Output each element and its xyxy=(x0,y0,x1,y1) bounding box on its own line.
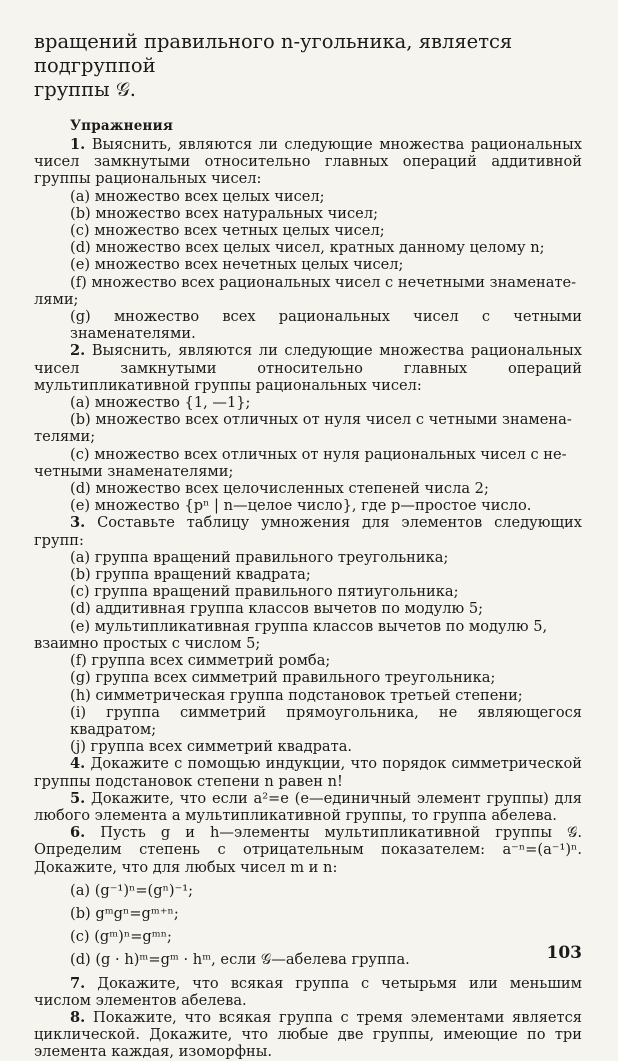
exercise-text: Составьте таблицу умножения для элементов следующих групп: xyxy=(34,514,582,549)
exercise-text: Выяснить, являются ли следующие множества рациональных чисел замкнутыми относительно главных операций мультипликативной группы рациональных чисел: xyxy=(34,342,583,394)
formula-item: (c) (gᵐ)ⁿ=gᵐⁿ; xyxy=(70,928,172,946)
list-item: (e) множество всех нечетных целых чисел; xyxy=(70,256,404,274)
list-item-continuation: телями; xyxy=(34,428,96,446)
exercise-2 xyxy=(34,342,582,394)
exercise-text: Пусть g и h—элементы мультипликативной группы 𝒢. Определим степень с отрицательным показателем: a⁻ⁿ=(a⁻¹)ⁿ. Докажите, что для любых чисел m и n: xyxy=(34,824,582,876)
list-item: (i) группа симметрий прямоугольника, не являющегося квадратом; xyxy=(70,703,582,738)
page-number: 103 xyxy=(546,943,582,963)
formula-item: (b) gᵐgⁿ=gᵐ⁺ⁿ; xyxy=(70,904,179,922)
exercise-number: 1. xyxy=(70,136,86,153)
exercise-4 xyxy=(34,755,582,789)
list-item: (c) множество всех четных целых чисел; xyxy=(70,222,385,240)
exercise-6 xyxy=(34,824,582,876)
intro-line-2: группы 𝒢. xyxy=(34,78,136,101)
list-item: (g) группа всех симметрий правильного треугольника; xyxy=(70,669,496,687)
exercise-text: Докажите, что всякая группа с четырьмя или меньшим числом элементов абелева. xyxy=(34,974,583,1009)
list-item: (c) группа вращений правильного пятиугольника; xyxy=(70,583,459,601)
list-item: (e) множество {pⁿ | n—целое число}, где p—простое число. xyxy=(70,497,532,515)
exercise-number: 5. xyxy=(70,789,86,807)
exercise-text: Докажите, что если a²=e (e—единичный элемент группы) для любого элемента a мультипликативной группы, то группа абелева. xyxy=(34,789,583,824)
list-item: (f) группа всех симметрий ромба; xyxy=(70,652,331,670)
section-heading: Упражнения xyxy=(70,118,173,134)
list-item: (a) множество {1, —1}; xyxy=(70,394,251,412)
exercise-5 xyxy=(34,790,582,824)
list-item-continuation: четными знаменателями; xyxy=(34,462,234,480)
exercise-number: 2. xyxy=(70,342,86,360)
exercise-number: 8. xyxy=(70,1008,86,1026)
list-item: (b) множество всех натуральных чисел; xyxy=(70,204,379,222)
exercise-1 xyxy=(34,136,582,188)
list-item: (b) группа вращений квадрата; xyxy=(70,566,311,584)
exercise-text: Покажите, что всякая группа с тремя элементами является циклической. Докажите, что любые две группы, имеющие по три элемента каждая, изоморфны. xyxy=(34,1008,583,1061)
list-item: (e) мультипликативная группа классов вычетов по модулю 5, xyxy=(70,617,548,635)
list-item: (d) множество всех целочисленных степеней числа 2; xyxy=(70,480,489,498)
list-item-continuation: лями; xyxy=(34,290,79,308)
exercise-list xyxy=(34,136,582,1061)
list-item: (g) множество всех рациональных чисел с четными знаменателями. xyxy=(70,308,582,343)
list-item: (d) множество всех целых чисел, кратных данному целому n; xyxy=(70,239,545,257)
formula-item: (d) (g · h)ᵐ=gᵐ · hᵐ, если 𝒢—абелева группа. xyxy=(70,951,410,969)
list-item: (b) множество всех отличных от нуля чисел с четными знамена- xyxy=(70,411,572,429)
list-item-continuation: взаимно простых с числом 5; xyxy=(34,634,261,652)
exercise-text: Выяснить, являются ли следующие множества рациональных чисел замкнутыми относительно главных операций аддитивной группы рациональных чисел: xyxy=(34,136,583,188)
exercise-text: Докажите с помощью индукции, что порядок симметрической группы подстановок степени n равен n! xyxy=(34,755,582,790)
list-item: (j) группа всех симметрий квадрата. xyxy=(70,738,353,756)
formula-item: (a) (g⁻¹)ⁿ=(gⁿ)⁻¹; xyxy=(70,881,194,899)
page-body xyxy=(34,30,582,1061)
exercise-number: 7. xyxy=(70,974,86,992)
exercise-number: 6. xyxy=(70,824,86,842)
intro-line-1: вращений правильного n-угольника, является подгруппой xyxy=(34,30,513,77)
list-item: (f) множество всех рациональных чисел с нечетными знаменате- xyxy=(70,273,577,291)
list-item: (a) группа вращений правильного треугольника; xyxy=(70,548,449,566)
exercise-number: 3. xyxy=(70,514,86,532)
list-item: (a) множество всех целых чисел; xyxy=(70,187,325,205)
list-item: (c) множество всех отличных от нуля рациональных чисел с не- xyxy=(70,445,567,463)
exercise-number: 4. xyxy=(70,755,86,773)
list-item: (d) аддитивная группа классов вычетов по модулю 5; xyxy=(70,600,484,618)
exercise-7 xyxy=(34,975,582,1009)
exercise-8 xyxy=(34,1009,582,1061)
list-item: (h) симметрическая группа подстановок третьей степени; xyxy=(70,686,523,704)
exercise-3 xyxy=(34,514,582,548)
